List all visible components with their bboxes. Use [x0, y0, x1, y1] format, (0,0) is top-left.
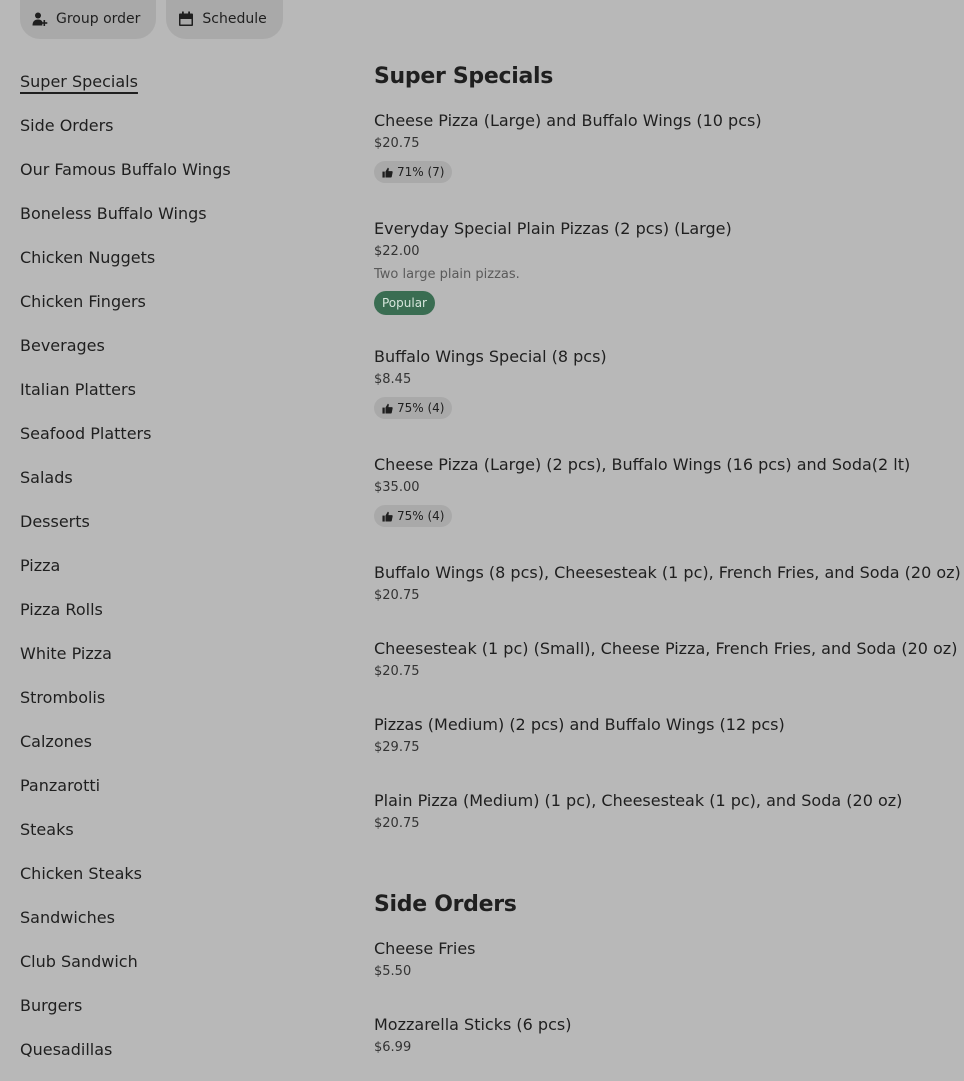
section-title-super-specials: Super Specials	[374, 64, 554, 89]
popular-badge: Popular	[374, 291, 435, 315]
menu-item[interactable]	[374, 715, 954, 757]
sidebar-item-seafood-platters[interactable]: Seafood Platters	[20, 424, 152, 443]
menu-item[interactable]	[374, 639, 958, 681]
menu-item-name: Cheesesteak (1 pc) (Small), Cheese Pizza, French Fries, and Soda (20 oz)	[374, 639, 958, 658]
menu-item-price: $6.99	[374, 1040, 412, 1055]
menu-item[interactable]	[374, 347, 954, 419]
menu-item-price: $20.75	[374, 816, 420, 831]
rating-text: 71% (7)	[397, 165, 445, 179]
thumbs-up-icon	[382, 403, 393, 414]
sidebar-item-italian-platters[interactable]: Italian Platters	[20, 380, 136, 399]
sidebar-item-super-specials[interactable]: Super Specials	[20, 72, 138, 91]
sidebar-item-sandwiches[interactable]: Sandwiches	[20, 908, 115, 927]
menu-item-price: $5.50	[374, 964, 412, 979]
sidebar-item-chicken-steaks[interactable]: Chicken Steaks	[20, 864, 142, 883]
category-sidebar	[20, 60, 320, 1072]
sidebar-item-chicken-nuggets[interactable]: Chicken Nuggets	[20, 248, 156, 267]
menu-item-name: Mozzarella Sticks (6 pcs)	[374, 1015, 572, 1034]
group-order-label: Group order	[56, 11, 141, 27]
menu-item[interactable]	[374, 219, 954, 315]
menu-item[interactable]	[374, 939, 954, 981]
thumbs-up-icon	[382, 167, 393, 178]
person-plus-icon	[32, 11, 48, 27]
rating-badge	[374, 397, 452, 419]
sidebar-item-buffalo-wings[interactable]: Our Famous Buffalo Wings	[20, 160, 231, 179]
sidebar-item-club-sandwich[interactable]: Club Sandwich	[20, 952, 138, 971]
menu-item[interactable]	[374, 1015, 954, 1057]
sidebar-item-steaks[interactable]: Steaks	[20, 820, 74, 839]
sidebar-item-pizza-rolls[interactable]: Pizza Rolls	[20, 600, 103, 619]
sidebar-item-salads[interactable]: Salads	[20, 468, 73, 487]
sidebar-item-side-orders[interactable]: Side Orders	[20, 116, 114, 135]
rating-badge	[374, 505, 452, 527]
sidebar-item-strombolis[interactable]: Strombolis	[20, 688, 106, 707]
sidebar-item-chicken-fingers[interactable]: Chicken Fingers	[20, 292, 146, 311]
menu-item[interactable]	[374, 455, 954, 527]
sidebar-item-beverages[interactable]: Beverages	[20, 336, 105, 355]
menu-item-name: Pizzas (Medium) (2 pcs) and Buffalo Wings (12 pcs)	[374, 715, 785, 734]
sidebar-item-boneless-wings[interactable]: Boneless Buffalo Wings	[20, 204, 207, 223]
menu-item-name: Cheese Fries	[374, 939, 476, 958]
group-order-button[interactable]	[20, 0, 156, 39]
sidebar-item-pizza[interactable]: Pizza	[20, 556, 61, 575]
menu-item[interactable]	[374, 791, 954, 833]
menu-item-name: Everyday Special Plain Pizzas (2 pcs) (Large)	[374, 219, 732, 238]
menu-item-price: $35.00	[374, 480, 420, 495]
menu-item-name: Buffalo Wings (8 pcs), Cheesesteak (1 pc), French Fries, and Soda (20 oz)	[374, 563, 961, 582]
order-options-toolbar	[20, 0, 283, 39]
menu-item-price: $8.45	[374, 372, 412, 387]
menu-item-name: Cheese Pizza (Large) (2 pcs), Buffalo Wings (16 pcs) and Soda(2 lt)	[374, 455, 911, 474]
menu-item[interactable]	[374, 563, 961, 605]
sidebar-item-burgers[interactable]: Burgers	[20, 996, 83, 1015]
rating-text: 75% (4)	[397, 401, 445, 415]
schedule-button[interactable]	[166, 0, 282, 39]
menu-item-price: $20.75	[374, 136, 420, 151]
rating-text: 75% (4)	[397, 509, 445, 523]
sidebar-item-panzarotti[interactable]: Panzarotti	[20, 776, 101, 795]
sidebar-item-quesadillas[interactable]: Quesadillas	[20, 1040, 113, 1059]
sidebar-item-calzones[interactable]: Calzones	[20, 732, 92, 751]
rating-badge	[374, 161, 452, 183]
menu-item-price: $20.75	[374, 664, 420, 679]
menu-item-description: Two large plain pizzas.	[374, 267, 520, 282]
calendar-icon	[178, 11, 194, 27]
thumbs-up-icon	[382, 511, 393, 522]
schedule-label: Schedule	[202, 11, 267, 27]
menu-item-price: $22.00	[374, 244, 420, 259]
menu-item-name: Cheese Pizza (Large) and Buffalo Wings (10 pcs)	[374, 111, 762, 130]
sidebar-item-desserts[interactable]: Desserts	[20, 512, 90, 531]
menu-item[interactable]	[374, 111, 954, 183]
menu-item-price: $20.75	[374, 588, 420, 603]
menu-item-name: Plain Pizza (Medium) (1 pc), Cheesesteak (1 pc), and Soda (20 oz)	[374, 791, 903, 810]
menu-item-name: Buffalo Wings Special (8 pcs)	[374, 347, 607, 366]
menu-item-price: $29.75	[374, 740, 420, 755]
section-title-side-orders: Side Orders	[374, 892, 517, 917]
sidebar-item-white-pizza[interactable]: White Pizza	[20, 644, 112, 663]
